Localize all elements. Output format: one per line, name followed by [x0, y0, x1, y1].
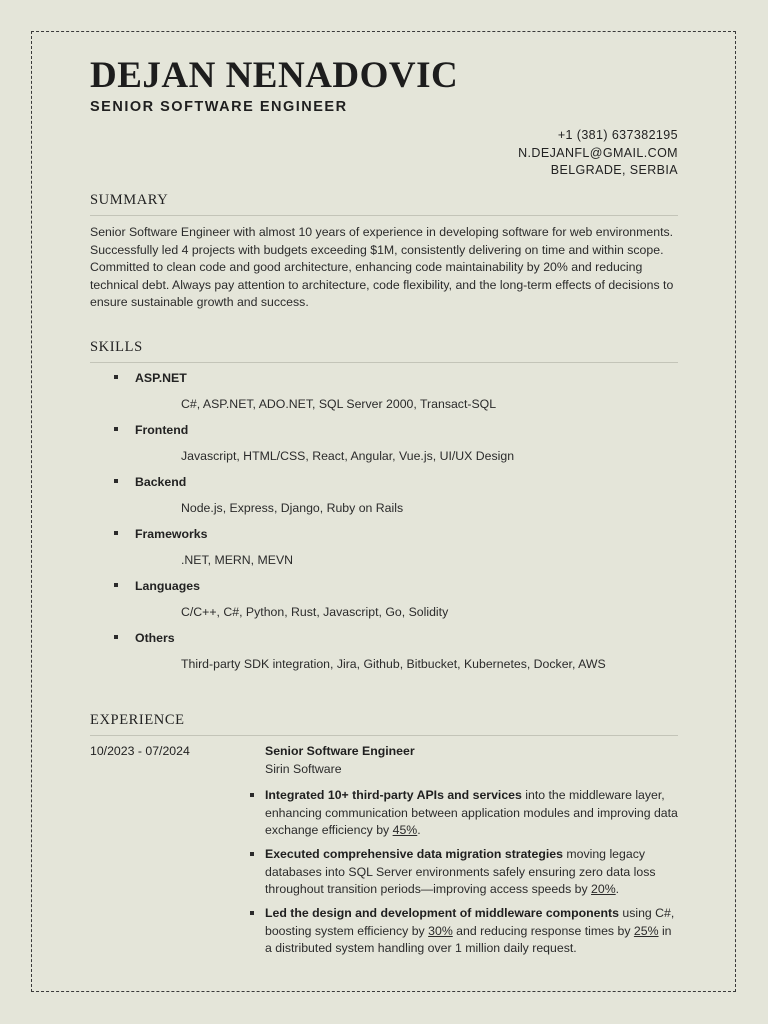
company-name: Sirin Software — [265, 762, 342, 776]
bullet-icon — [114, 427, 118, 431]
skill-group — [90, 475, 678, 527]
achievement-text: into the middleware layer, enhancing communication between application modules and improving data exchange efficiency by — [265, 788, 678, 838]
skill-group — [90, 527, 678, 579]
achievement-list — [248, 787, 678, 958]
achievement-highlight: Led the design and development of middleware components — [265, 906, 619, 920]
skill-items: C/C++, C#, Python, Rust, Javascript, Go, Solidity — [181, 605, 449, 619]
bullet-icon — [250, 852, 254, 856]
skill-items: C#, ASP.NET, ADO.NET, SQL Server 2000, Transact-SQL — [181, 397, 497, 411]
achievement-metric: 30% — [428, 923, 453, 938]
skill-items: Javascript, HTML/CSS, React, Angular, Vue.js, UI/UX Design — [181, 449, 515, 463]
bullet-icon — [114, 479, 118, 483]
skill-group — [90, 371, 678, 423]
skill-group — [90, 423, 678, 475]
phone-number: +1 (381) 637382195 — [557, 128, 678, 142]
achievement-text: . — [615, 882, 620, 897]
skill-items: Third-party SDK integration, Jira, Github, Bitbucket, Kubernetes, Docker, AWS — [181, 657, 606, 671]
experience-heading: EXPERIENCE — [90, 712, 678, 736]
achievement-item — [248, 905, 678, 958]
skill-group — [90, 579, 678, 631]
achievement-text: in a distributed system handling over 1 million daily request. — [265, 923, 672, 956]
skill-category: Frameworks — [135, 527, 208, 541]
employment-dates: 10/2023 - 07/2024 — [90, 744, 190, 758]
achievement-metric: 45% — [392, 823, 418, 838]
achievement-metric: 20% — [591, 882, 616, 897]
achievement-item — [248, 846, 678, 905]
bullet-icon — [114, 375, 118, 379]
achievement-text: using C#, boosting system efficiency by — [265, 906, 675, 938]
candidate-name: DEJAN NENADOVIC — [90, 55, 459, 96]
skills-heading: SKILLS — [90, 339, 678, 363]
skills-list — [90, 371, 678, 683]
bullet-icon — [250, 911, 254, 915]
skill-category: Languages — [135, 579, 200, 593]
email-address: N.DEJANFL@GMAIL.COM — [518, 145, 678, 160]
job-title: SENIOR SOFTWARE ENGINEER — [90, 99, 348, 115]
location: BELGRADE, SERBIA — [550, 163, 678, 177]
skill-category: Frontend — [135, 423, 189, 437]
bullet-icon — [114, 531, 118, 535]
skill-category: Backend — [135, 475, 187, 489]
skill-category: ASP.NET — [135, 371, 187, 385]
achievement-text: and reducing response times by — [452, 923, 634, 938]
achievement-item — [248, 787, 678, 846]
achievement-text: moving legacy databases into SQL Server environments safely ensuring zero data loss throughout transition periods—improving access speeds by — [265, 847, 656, 897]
achievement-metric: 25% — [633, 923, 659, 938]
achievement-highlight: Executed comprehensive data migration strategies — [265, 847, 563, 861]
resume — [90, 55, 678, 956]
contact-block — [518, 127, 678, 180]
summary-heading: SUMMARY — [90, 192, 678, 216]
achievement-text: . — [417, 823, 421, 838]
role-title: Senior Software Engineer — [265, 744, 415, 758]
bullet-icon — [114, 583, 118, 587]
bullet-icon — [250, 793, 254, 797]
achievement-highlight: Integrated 10+ third-party APIs and services — [265, 788, 522, 802]
skill-items: Node.js, Express, Django, Ruby on Rails — [181, 501, 404, 515]
summary-text: Senior Software Engineer with almost 10 years of experience in developing software for web environments. Successfully led 4 projects with budgets exceeding $1M, consistently delivering on time and within scope. Committed to clean code and good architecture, enhancing code maintainability by 20% and reducing technical debt. Always pay attention to architecture, code flexibility, and the long-term effects of decisions to ensure sustainable growth and success. — [90, 225, 674, 310]
bullet-icon — [114, 635, 118, 639]
skill-items: .NET, MERN, MEVN — [181, 553, 294, 567]
skill-category: Others — [135, 631, 175, 645]
skill-group — [90, 631, 678, 683]
